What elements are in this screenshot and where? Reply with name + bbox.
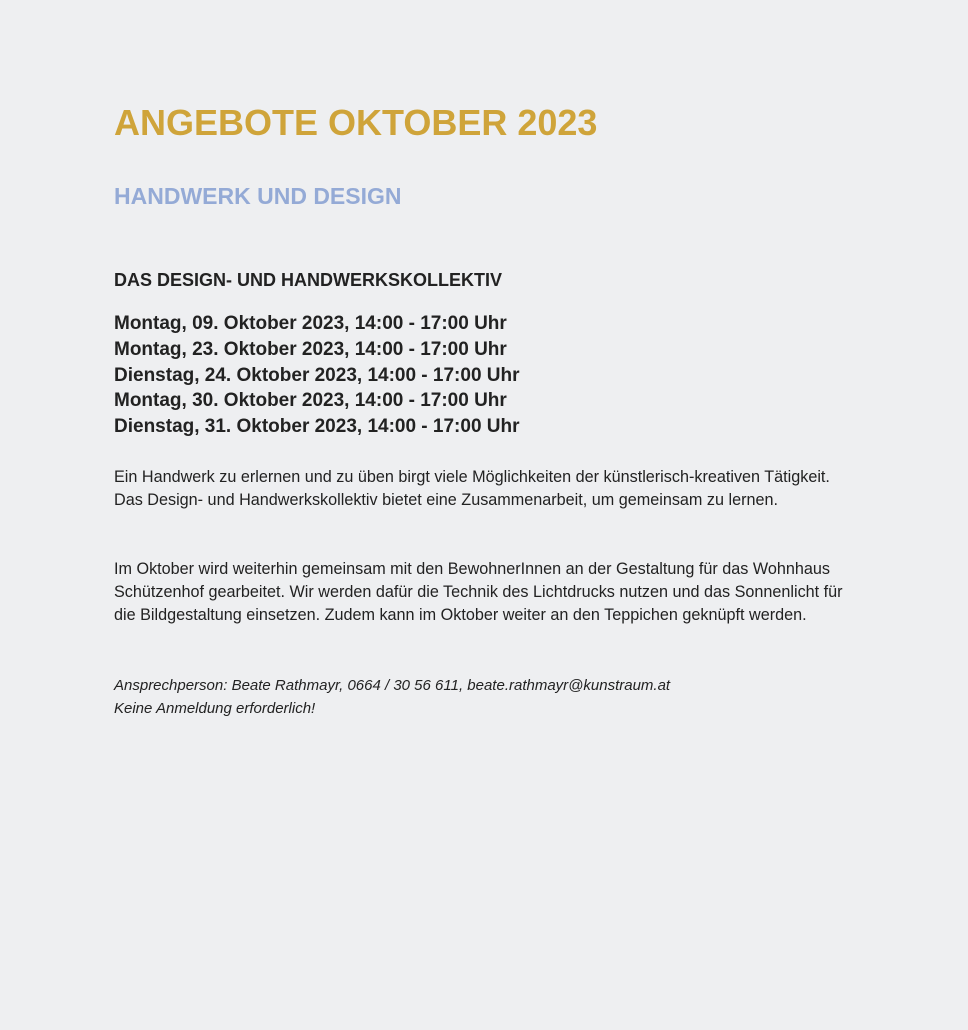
event-description-1: Ein Handwerk zu erlernen und zu üben birgt viele Möglichkeiten der künstlerisch-kreativen Tätigkeit. Das Design- und Handwerkskollektiv bietet eine Zusammenarbeit, um gemeinsam zu lernen. bbox=[114, 468, 830, 510]
event-date: Montag, 30. Oktober 2023, 14:00 - 17:00 Uhr bbox=[114, 390, 507, 412]
event-title: DAS DESIGN- UND HANDWERKSKOLLEKTIV bbox=[114, 270, 503, 290]
event-date: Dienstag, 24. Oktober 2023, 14:00 - 17:00 Uhr bbox=[114, 364, 520, 386]
contact-person: Ansprechperson: Beate Rathmayr, 0664 / 30 56 611, beate.rathmayr@kunstraum.at bbox=[114, 677, 671, 694]
registration-note: Keine Anmeldung erforderlich! bbox=[114, 700, 316, 717]
event-description-2: Im Oktober wird weiterhin gemeinsam mit den BewohnerInnen an der Gestaltung für das Wohnhaus Schützenhof gearbeitet. Wir werden dafür die Technik des Lichtdrucks nutzen und das Sonnenlicht für die Bildgestaltung einsetzen. Zudem kann im Oktober weiter an den Teppichen geknüpft werden. bbox=[114, 560, 843, 625]
category-heading: HANDWERK UND DESIGN bbox=[114, 183, 402, 209]
event-dates-list bbox=[114, 311, 520, 440]
event-date: Montag, 23. Oktober 2023, 14:00 - 17:00 Uhr bbox=[114, 338, 507, 360]
event-date: Montag, 09. Oktober 2023, 14:00 - 17:00 Uhr bbox=[114, 313, 507, 334]
contact-info bbox=[114, 674, 670, 720]
page-title: ANGEBOTE OKTOBER 2023 bbox=[114, 102, 598, 143]
event-date: Dienstag, 31. Oktober 2023, 14:00 - 17:00 Uhr bbox=[114, 416, 520, 438]
